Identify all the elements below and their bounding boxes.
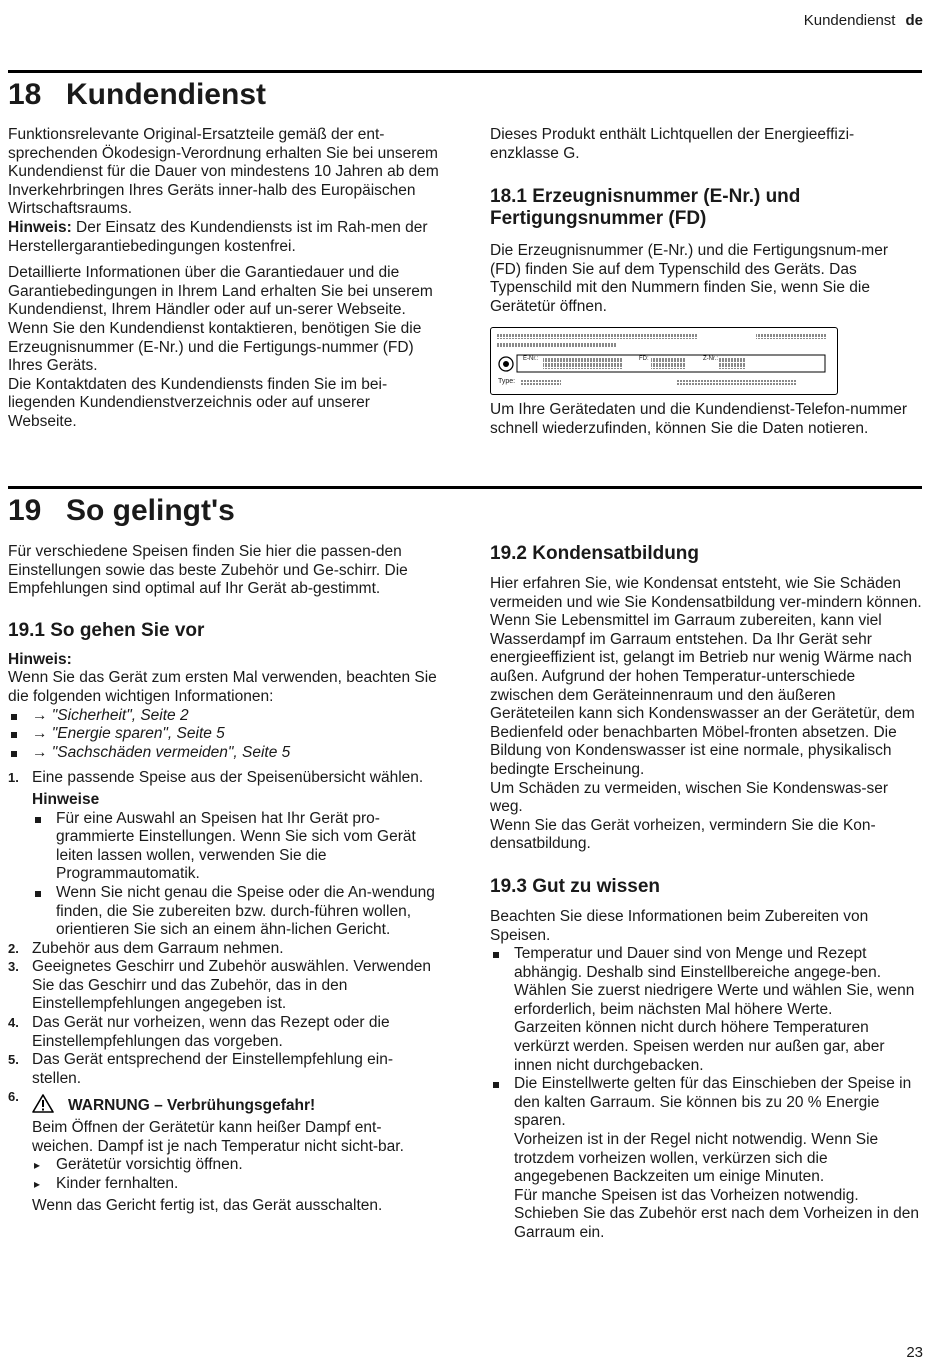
step-6-result: Wenn das Gericht fertig ist, das Gerät ausschalten. <box>32 1197 383 1215</box>
s19-2-paragraph-1: Hier erfahren Sie, wie Kondensat entsteht, wie Sie Schäden vermeiden und wie Sie Kondensatbildung ver-mindern können. <box>490 575 922 611</box>
heading-19: 19 So gelingt's <box>8 494 235 527</box>
step-4: 4. Das Gerät nur vorheizen, wenn das Rezept oder die Einstellempfehlungen das vorgeben. <box>8 1014 390 1050</box>
heading-19-2: 19.2 Kondensatbildung <box>490 543 700 564</box>
s19-3-list <box>490 945 922 1243</box>
s19-1-note-text: Wenn Sie das Gerät zum ersten Mal verwenden, beachten Sie die folgenden wichtigen Informationen: <box>8 669 437 705</box>
plate-enr-label: E-Nr.: <box>523 356 539 362</box>
running-header <box>804 12 923 31</box>
s19-3-intro: Beachten Sie diese Informationen beim Zubereiten von Speisen. <box>490 907 869 944</box>
s19-right-column <box>490 543 922 1243</box>
section-rule-19 <box>8 486 922 489</box>
s19-3-item-1: Temperatur und Dauer sind von Menge und Rezept abhängig. Deshalb sind Einstellbereiche angege-ben. Wählen Sie zuerst niedrigere Werte und wählen Sie, wenn erforderlich, beim nächsten Mal höhere Werte. Garzeiten können nicht durch höhere Temperaturen verkürzt werden. Speisen werden nur außen gar, aber innen nicht durchgebacken. <box>490 945 922 1075</box>
warning-heading: WARNUNG – Verbrühungsgefahr! <box>32 1088 440 1119</box>
section-rule-18 <box>8 70 922 73</box>
step-2: 2. Zubehör aus dem Garraum nehmen. <box>8 939 284 957</box>
hints-label: Hinweise <box>32 790 100 808</box>
s18-note: Hinweis: Der Einsatz des Kundendiensts ist im Rah-men der Herstellergarantiebedingungen kostenfrei. <box>8 218 428 255</box>
s18-1-paragraph-2: Um Ihre Gerätedaten und die Kundendienst-Telefon-nummer schnell wiederzufinden, können Sie die Daten notieren. <box>490 401 908 437</box>
warning-actions <box>32 1156 440 1193</box>
s19-1-note-label: Hinweis: <box>8 650 72 668</box>
s18-right-column <box>490 126 922 317</box>
s18-left-column <box>8 126 440 432</box>
heading-18: 18 Kundendienst <box>8 78 266 111</box>
s19-2-paragraph-3: Um Schäden zu vermeiden, wischen Sie Kondenswas-ser weg. <box>490 779 889 816</box>
reference-link[interactable]: → "Sachschäden vermeiden", Seite 5 <box>8 744 440 763</box>
plate-fd-label: FD: <box>639 356 649 362</box>
step-5: 5. Das Gerät entsprechend der Einstellempfehlung ein-stellen. <box>8 1051 394 1087</box>
type-plate-illustration <box>490 327 838 395</box>
s19-1-steps <box>8 769 440 1216</box>
plate-znr-label: Z-Nr.: <box>703 356 718 362</box>
s18-paragraph-1: Funktionsrelevante Original-Ersatzteile gemäß der ent-sprechenden Ökodesign-Verordnung erhalten Sie bei unserem Kundendienst für die Dauer von mindestens 10 Jahren ab dem Inverkehrbringen Ihres Geräts inner-halb des Europäischen Wirtschaftsraums. <box>8 126 439 218</box>
s18-paragraph-4: Die Kontaktdaten des Kundendiensts finden Sie im bei-liegenden Kundendienstverzeichnis oder auf unserer Webseite. <box>8 375 388 430</box>
s18-1-after-plate <box>490 401 922 438</box>
s19-2-paragraph-4: Wenn Sie das Gerät vorheizen, vermindern Sie die Kon-densatbildung. <box>490 816 876 853</box>
warning-action-item: ▸ Gerätetür vorsichtig öffnen. <box>32 1156 440 1175</box>
plate-type-label: Type: <box>498 378 516 385</box>
s19-1-references <box>8 707 440 763</box>
reference-link[interactable]: → "Sicherheit", Seite 2 <box>8 707 440 726</box>
page-number: 23 <box>906 1344 923 1362</box>
reference-link[interactable]: → "Energie sparen", Seite 5 <box>8 725 440 744</box>
heading-19-3: 19.3 Gut zu wissen <box>490 875 660 897</box>
warning-text: Beim Öffnen der Gerätetür kann heißer Dampf ent-weichen. Dampf ist je nach Temperatur nicht sicht-bar. <box>32 1119 404 1155</box>
header-lang: de <box>905 12 923 29</box>
heading-18-1: 18.1 Erzeugnisnummer (E-Nr.) und Fertigungsnummer (FD) <box>490 186 801 230</box>
step-1: 1. Eine passende Speise aus der Speisenübersicht wählen. Hinweise Für eine Auswahl an Speisen hat Ihr Gerät pro-grammierte Einstellungen. Wenn Sie sich vom Gerät leiten lassen wollen, verwenden Sie die Programmautomatik. Wenn Sie nicht genau die Speise oder die An-wendung finden, die Sie zubereiten bzw. durch-führen wollen, orientieren Sie sich an einem ähn-lichen Gericht. <box>8 769 440 939</box>
s19-2-paragraph-2: Wenn Sie Lebensmittel im Garraum zubereiten, kann viel Wasserdampf im Garraum entstehen. Da Ihr Gerät sehr energieeffizient ist, gelangt im Betrieb nur wenig Wärme nach außen. Aufgrund der hohen Temperatur-unterschiede zwischen dem Geräteinnenraum und den äußeren Geräteteilen kann sich Kondenswasser an der Gerätetür, dem Bedienfeld oder benachbarten Möbel-fronten absetzen. Die Bildung von Kondenswasser ist eine normale, physikalisch bedingte Erscheinung. <box>490 612 915 778</box>
hint-item: Wenn Sie nicht genau die Speise oder die An-wendung finden, die Sie zubereiten bzw. durch-führen wollen, orientieren Sie sich an einem ähn-lichen Gericht. <box>32 884 440 940</box>
header-title: Kundendienst <box>803 12 896 29</box>
s19-intro: Für verschiedene Speisen finden Sie hier die passen-den Einstellungen sowie das beste Zubehör und Ge-schirr. Die Empfehlungen sind optimal auf Ihr Gerät ab-gestimmt. <box>8 543 408 598</box>
s19-3-item-2: Die Einstellwerte gelten für das Einschieben der Speise in den kalten Garraum. Sie können bis zu 20 % Energie sparen. Vorheizen ist in der Regel nicht notwendig. Wenn Sie trotzdem vorheizen wollen, verkürzen sich die angegebenen Backzeiten um einige Minuten. Für manche Speisen ist das Vorheizen notwendig. Schieben Sie das Zubehör erst nach dem Vorheizen in den Garraum ein. <box>490 1075 922 1242</box>
s18-paragraph-2: Detaillierte Informationen über die Garantiedauer und die Garantiebedingungen in Ihrem Land erhalten Sie bei unserem Kundendienst, Ihrem Händler oder auf un-serer Webseite. <box>8 264 433 319</box>
hint-item: Für eine Auswahl an Speisen hat Ihr Gerät pro-grammierte Einstellungen. Wenn Sie sich vom Gerät leiten lassen wollen, verwenden Sie die Programmautomatik. <box>32 810 440 884</box>
step-3: 3. Geeignetes Geschirr und Zubehör auswählen. Verwenden Sie das Geschirr und das Zubehör, das in den Einstellempfehlungen angegeben ist. <box>8 958 431 1013</box>
step-6: 6. WARNUNG – Verbrühungsgefahr! Beim Öffnen der Gerätetür kann heißer Dampf ent-weichen. Dampf ist je nach Temperatur nicht sicht-bar. ▸ Gerätetür vorsichtig öffnen. ▸ Kinder fernhalten. Wenn das Gericht fertig ist, das Gerät ausschalten. <box>8 1088 440 1216</box>
s18-paragraph-3: Wenn Sie den Kundendienst kontaktieren, benötigen Sie die Erzeugnisnummer (E-Nr.) und die Fertigungs-nummer (FD) Ihres Geräts. <box>8 319 422 375</box>
type-plate-graphic <box>491 328 837 394</box>
warning-action-item: ▸ Kinder fernhalten. <box>32 1175 440 1194</box>
heading-19-1: 19.1 So gehen Sie vor <box>8 619 205 641</box>
warning-triangle-icon <box>32 1094 54 1119</box>
s18-paragraph-5: Dieses Produkt enthält Lichtquellen der Energieeffizi-enzklasse G. <box>490 126 855 162</box>
hints-list <box>32 810 440 940</box>
s18-1-paragraph-1: Die Erzeugnisnummer (E-Nr.) und die Fertigungsnum-mer (FD) finden Sie auf dem Typenschild des Geräts. Das Typenschild mit den Nummern finden Sie, wenn Sie die Gerätetür öffnen. <box>490 242 888 315</box>
s19-left-column <box>8 543 440 1216</box>
